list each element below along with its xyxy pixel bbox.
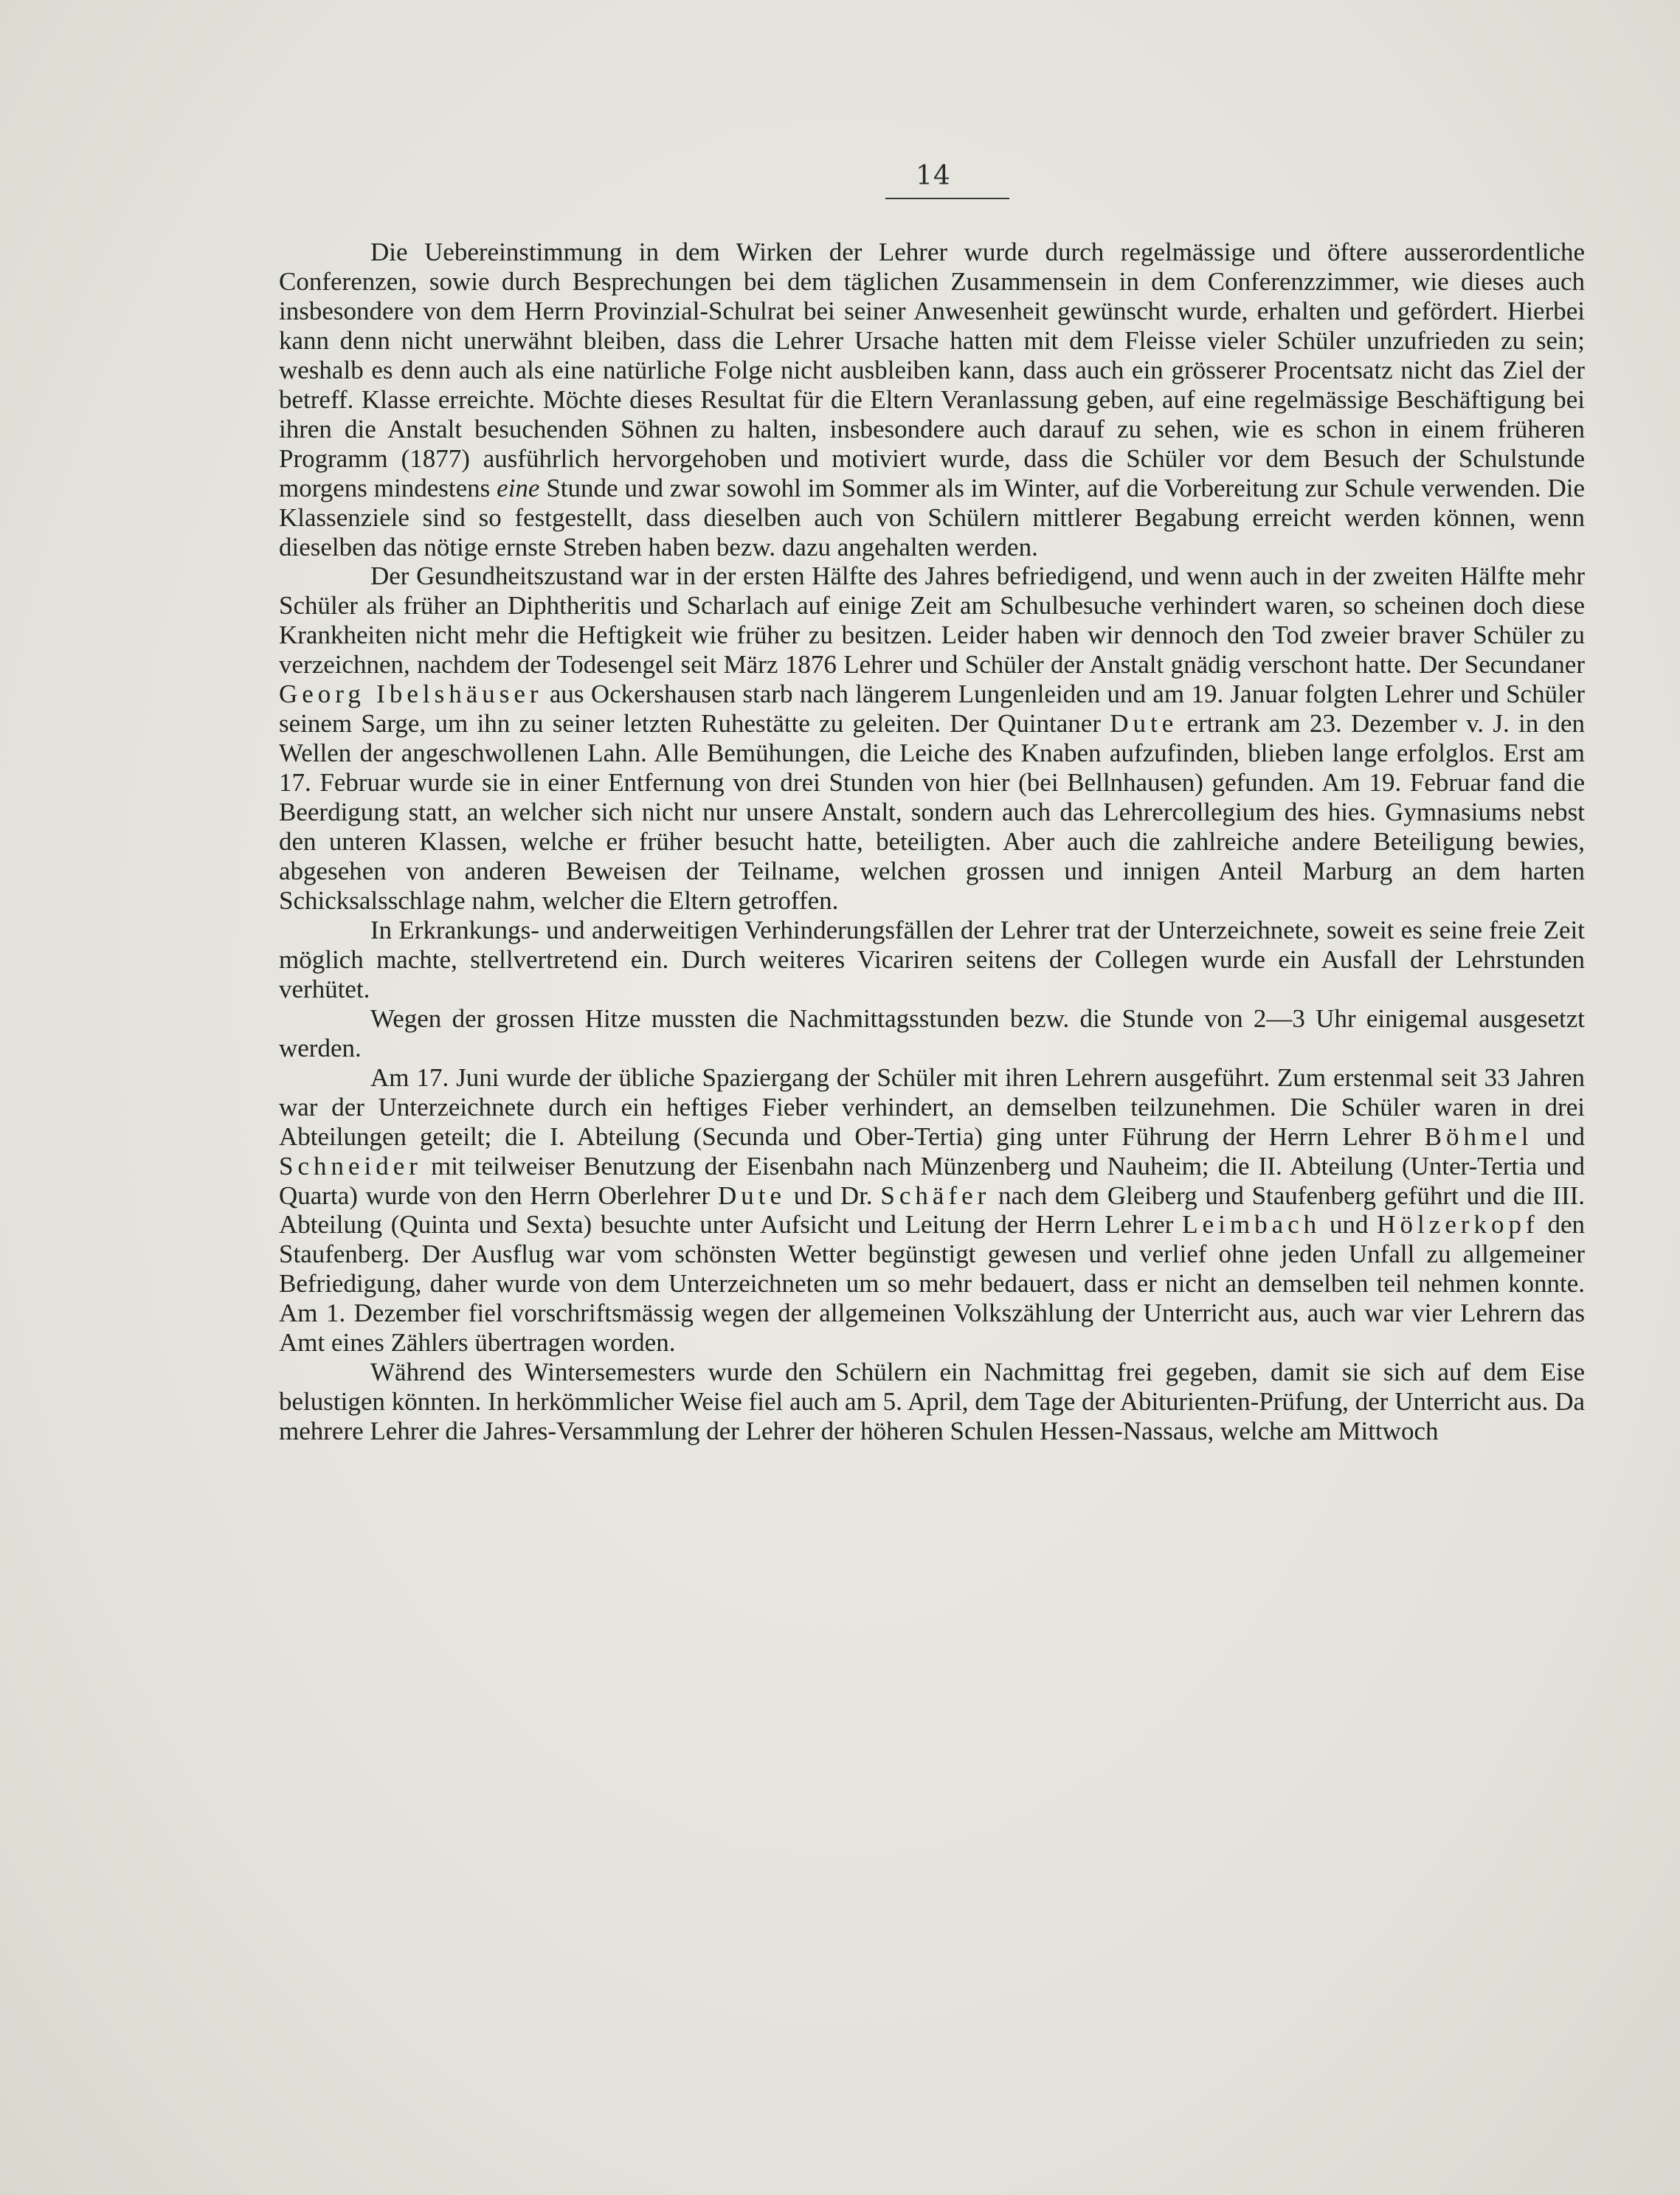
text-run: Die Uebereinstimmung in dem Wirken der Lehrer wurde durch regelmässige und öftere ausserordentliche Conferenzen, sowie durch Besprechungen bei dem täglichen Zusammensein in dem Conferenzzimmer, wie dieses auch insbesondere von dem Herrn Provinzial-Schulrat bei seiner Anwesenheit gewünscht wurde, erhalten und gefördert. Hierbei kann denn nicht unerwähnt bleiben, dass die Lehrer Ursache hatten mit dem Fleisse vieler Schüler unzufrieden zu sein; weshalb es denn auch als eine natürliche Folge nicht ausbleiben kann, dass auch ein grösserer Procentsatz nicht das Ziel der betreff. Klasse erreichte. Möchte dieses Resultat für die Eltern Veranlassung geben, auf eine regelmässige Beschäftigung bei ihren die Anstalt besuchenden Söhnen zu halten, insbesondere auch darauf zu sehen, wie es schon in einem früheren Programm (1877) ausführlich hervorgehoben und motiviert wurde, dass die Schüler vor dem Besuch der Schulstunde morgens mindestens xyxy=(279,238,1585,502)
text-run: In Erkrankungs- und anderweitigen Verhinderungsfällen der Lehrer trat der Unterzeichnete, soweit es seine freie Zeit möglich machte, stellvertretend ein. Durch weiteres Vicariren seitens der Collegen wurde ein Ausfall der Lehrstunden verhütet. xyxy=(279,915,1585,1003)
text-run: mit teilweiser Benutzung der Eisenbahn nach Münzenberg und Nauheim; die II. Abteilung (Unter-Tertia und Quarta) wurde von den Herrn Oberlehrer xyxy=(279,1151,1585,1210)
person-name: Schäfer xyxy=(880,1181,991,1210)
text-run: Der Gesundheitszustand war in der ersten Hälfte des Jahres befriedigend, und wenn auch in der zweiten Hälfte mehr Schüler als früher an Diphtheritis und Scharlach auf einige Zeit am Schulbesuche verhindert waren, so scheinen doch diese Krankheiten nicht mehr die Heftigkeit wie früher zu besitzen. Leider haben wir dennoch den Tod zweier braver Schüler zu verzeichnen, nachdem der Todesengel seit März 1876 Lehrer und Schüler der Anstalt gnädig verschont hatte. Der Secundaner xyxy=(279,561,1585,680)
paragraph xyxy=(279,561,1585,915)
paragraph xyxy=(279,238,1585,561)
text-run: und Dr. xyxy=(785,1181,881,1210)
text-run: Wegen der grossen Hitze mussten die Nachmittagsstunden bezw. die Stunde von 2—3 Uhr einigemal ausgesetzt werden. xyxy=(279,1003,1585,1062)
text-run: den Staufenberg. Der Ausflug war vom schönsten Wetter begünstigt gewesen und verlief ohne jeden Unfall zu allgemeiner Befriedigung, daher wurde von dem Unterzeichneten um so mehr bedauert, dass er nicht an demselben teil nehmen konnte. Am 1. Dezember fiel vorschriftsmässig wegen der allgemeinen Volkszählung der Unterricht aus, auch war vier Lehrern das Amt eines Zählers übertragen worden. xyxy=(279,1210,1586,1358)
text-run: aus Ockershausen starb nach längerem Lungenleiden und am 19. Januar folgten Lehrer und Schüler seinem Sarge, um ihn zu seiner letzten Ruhestätte zu geleiten. Der Quintaner xyxy=(279,680,1586,739)
person-name: Dute xyxy=(1110,709,1178,739)
paragraph xyxy=(279,1358,1585,1446)
person-name: Georg Ibelshäuser xyxy=(279,680,543,709)
person-name: Hölzerkopf xyxy=(1377,1210,1539,1240)
paragraph xyxy=(279,916,1585,1004)
paragraph xyxy=(279,1063,1585,1358)
body-text xyxy=(279,238,1585,1446)
page-number: 14 xyxy=(916,161,951,191)
person-name: Dute xyxy=(717,1181,786,1210)
text-run: nach dem Gleiberg und Staufenberg geführt und die III. Abteilung (Quinta und Sexta) besuchte unter Aufsicht und Leitung der Herrn Lehrer xyxy=(279,1181,1586,1240)
text-run: Am 17. Juni wurde der übliche Spaziergang der Schüler mit ihren Lehrern ausgeführt. Zum erstenmal seit 33 Jahren war der Unterzeichnete durch ein heftiges Fieber verhindert, an demselben teilzunehmen. Die Schüler waren in drei Abteilungen geteilt; die I. Abteilung (Secunda und Ober-Tertia) ging unter Führung der Herrn Lehrer xyxy=(279,1062,1585,1151)
page-number-rule xyxy=(885,198,1009,199)
emphasized-word: eine xyxy=(497,473,540,502)
paragraph xyxy=(279,1004,1585,1063)
text-run: und xyxy=(1532,1121,1586,1151)
text-run: ertrank am 23. Dezember v. J. in den Wellen der angeschwollenen Lahn. Alle Bemühungen, die Leiche des Knaben aufzufinden, blieben lange erfolglos. Erst am 17. Februar wurde sie in einer Entfernung von drei Stunden von hier (bei Bellnhausen) gefunden. Am 19. Februar fand die Beerdigung statt, an welcher sich nicht nur unsere Anstalt, sondern auch das Lehrercollegium des hies. Gymnasiums nebst den unteren Klassen, welche er früher besucht hatte, beteiligten. Aber auch die zahlreiche andere Beteiligung bewies, abgesehen von anderen Beweisen der Teilname, welchen grossen und innigen Anteil Marburg an dem harten Schicksalsschlage nahm, welcher die Eltern getroffen. xyxy=(279,709,1586,915)
text-run: Während des Wintersemesters wurde den Schülern ein Nachmittag frei gegeben, damit sie sich auf dem Eise belustigen könnten. In herkömmlicher Weise fiel auch am 5. April, dem Tage der Abiturienten-Prüfung, der Unterricht aus. Da mehrere Lehrer die Jahres-Versammlung der Lehrer der höheren Schulen Hessen-Nassaus, welche am Mittwoch xyxy=(279,1358,1585,1446)
person-name: Böhmel xyxy=(1424,1121,1533,1151)
person-name: Schneider xyxy=(279,1151,422,1181)
text-run: Stunde und zwar sowohl im Sommer als im Winter, auf die Vorbereitung zur Schule verwenden. Die Klassenziele sind so festgestellt, dass dieselben auch von Schülern mittlerer Begabung erreicht werden können, wenn dieselben das nötige ernste Streben haben bezw. dazu angehalten werden. xyxy=(279,473,1585,561)
text-run: und xyxy=(1321,1210,1377,1240)
person-name: Leimbach xyxy=(1182,1210,1321,1240)
